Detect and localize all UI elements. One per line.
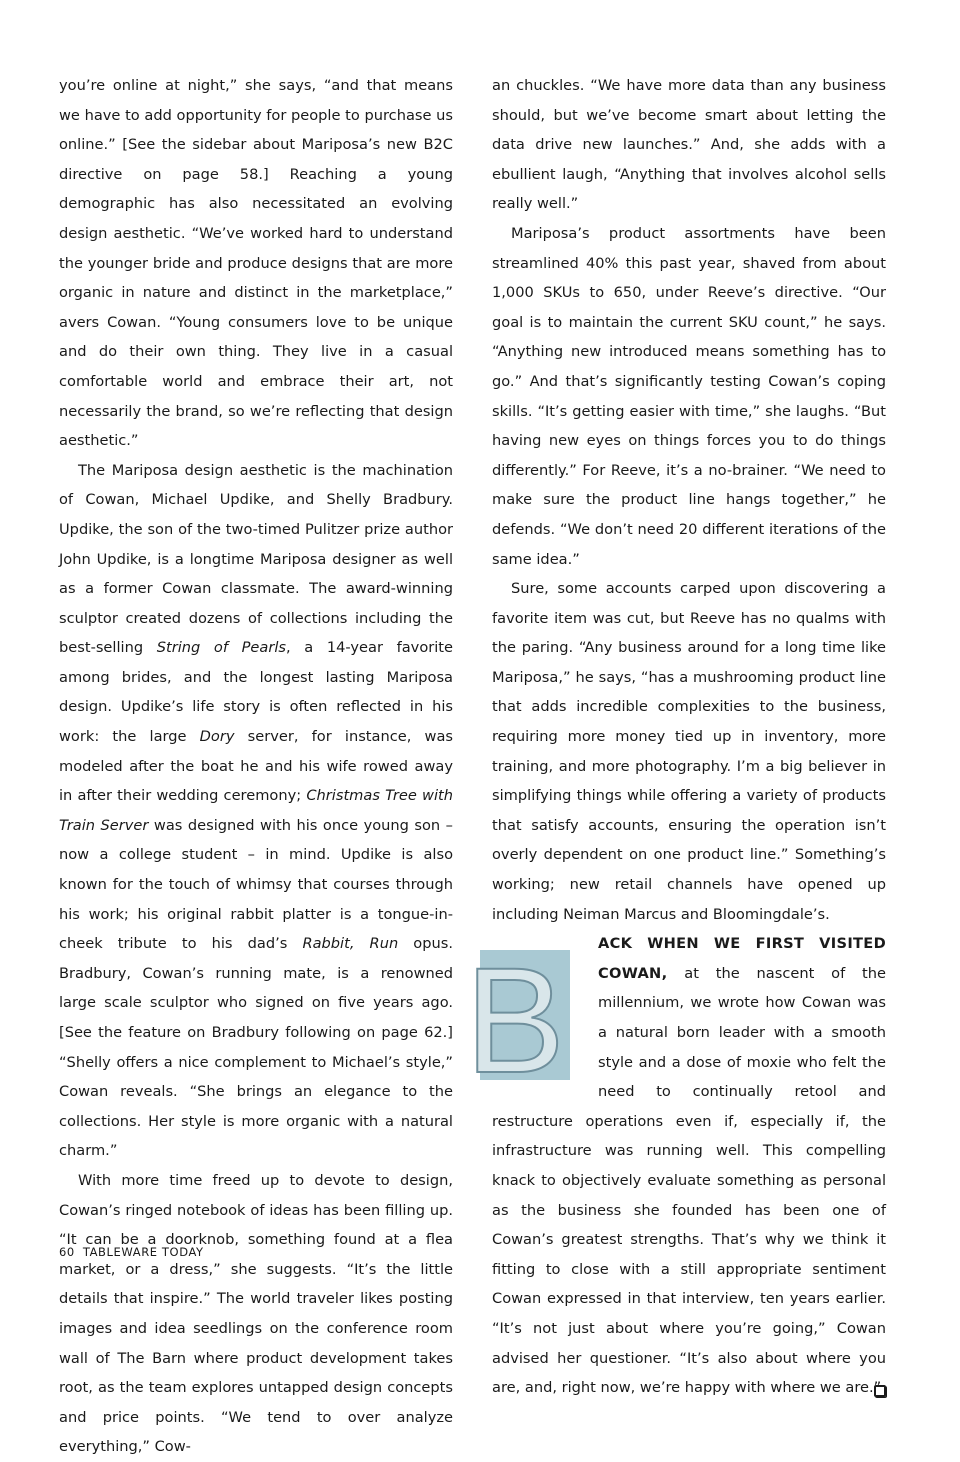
- paragraph: With more time freed up to devote to design, Cowan’s ringed notebook of ideas has been filling up. “It can be a doorknob, something found at a flea market, or a dress,” she suggests. “It’s the little details that inspire.” The world traveler likes posting images and idea seedlings on the conference room wall of The Barn where product development takes root, as the team explores untapped design concepts and price points. “We tend to over analyze everything,” Cow-: [59, 1171, 453, 1456]
- italic-title: Dory: [199, 728, 235, 746]
- page-footer: [59, 1245, 204, 1259]
- italic-title: String of Pearls: [156, 639, 286, 657]
- publication-name: TABLEWARE TODAY: [82, 1245, 204, 1259]
- page-number: 60: [59, 1245, 75, 1259]
- lead-in: ACK WHEN WE FIRST VISITED COWAN,: [598, 935, 886, 982]
- drop-cap-b: [464, 936, 570, 1105]
- paragraph: Mariposa’s product assortments have been streamlined 40% this past year, shaved from about 1,000 SKUs to 650, under Reeve’s directive. “Our goal is to maintain the current SKU count,” he says. “Anything new introduced means something has to go.” And that’s significantly testing Cowan’s coping skills. “It’s getting easier with time,” she laughs. “But having new eyes on things forces you to do things differently.” For Reeve, it’s a no-brainer. “We need to make sure the product line hangs together,” he defends. “We don’t need 20 different iterations of the same idea.”: [492, 224, 886, 568]
- closing-section: [464, 929, 886, 1403]
- paragraph: an chuckles. “We have more data than any business should, but we’ve become smart about letting the data drive new launches.” And, she adds with a ebullient laugh, “Anything that involves alcohol sells really well.”: [492, 77, 886, 213]
- paragraph: Sure, some accounts carped upon discovering a favorite item was cut, but Reeve has no qualms with the paring. “Any business around for a long time like Mariposa,” he says, “has a mushrooming product line that adds incredible complexities to the business, requiring more money tied up in inventory, more training, and more photography. I’m a big believer in simplifying things while offering a variety of products that satisfy accounts, ensuring the operation isn’t overly dependent on one product line.” Something’s working; new retail channels have opened up including Neiman Marcus and Bloomingdale’s.: [492, 580, 886, 923]
- drop-cap-letter: B: [464, 936, 566, 1105]
- end-mark-icon: [874, 1385, 886, 1397]
- italic-title: Rabbit, Run: [302, 935, 399, 953]
- italic-title: Christmas Tree with Train Server: [59, 787, 453, 834]
- paragraph: you’re online at night,” she says, “and that means we have to add opportunity for people to purchase us online.” [See the sidebar about Mariposa’s new B2C directive on page 58.] Reaching a young demographic has also necessitated an evolving design aesthetic. “We’ve worked hard to understand the younger bride and produce designs that are more organic in nature and distinct in the marketplace,” avers Cowan. “Young consumers love to be unique and do their own thing. They live in a casual comfortable world and embrace their art, not necessarily the brand, so we’re reflecting that design aesthetic.”: [59, 77, 453, 450]
- right-column: [464, 71, 886, 1403]
- paragraph: ACK WHEN WE FIRST VISITED COWAN, at the nascent of the millennium, we wrote how Cowan was a natural born leader with a smooth style and a dose of moxie who felt the need to continually retool and restructure operations even if, especially if, the infrastructure was running well. This compelling knack to objectively evaluate something as personal as the business she founded has been one of Cowan’s greatest strengths. That’s why we think it fitting to close with a still appropriate sentiment Cowan expressed in that interview, ten years earlier. “It’s not just about where you’re going,” Cowan advised her questioner. “It’s also about where you are, and, right now, we’re happy with where we are.”: [492, 935, 886, 1397]
- paragraph: The Mariposa design aesthetic is the machination of Cowan, Michael Updike, and Shelly Bradbury. Updike, the son of the two-timed Pulitzer prize author John Updike, is a longtime Mariposa designer as well as a former Cowan classmate. The award-winning sculptor created dozens of collections including the best-selling String of Pearls, a 14-year favorite among brides, and the longest lasting Mariposa design. Updike’s life story is often reflected in his work: the large Dory server, for instance, was modeled after the boat he and his wife rowed away in after their wedding ceremony; Christmas Tree with Train Server was designed with his once young son – now a college student – in mind. Updike is also known for the touch of whimsy that courses through his work; his original rabbit platter is a tongue-in-cheek tribute to his dad’s Rabbit, Run opus. Bradbury, Cowan’s running mate, is a renowned large scale sculptor who signed on five years ago. [See the feature on Bradbury following on page 62.] “Shelly offers a nice complement to Michael’s style,” Cowan reveals. “She brings an elegance to the collections. Her style is more organic with a natural charm.”: [59, 461, 454, 1160]
